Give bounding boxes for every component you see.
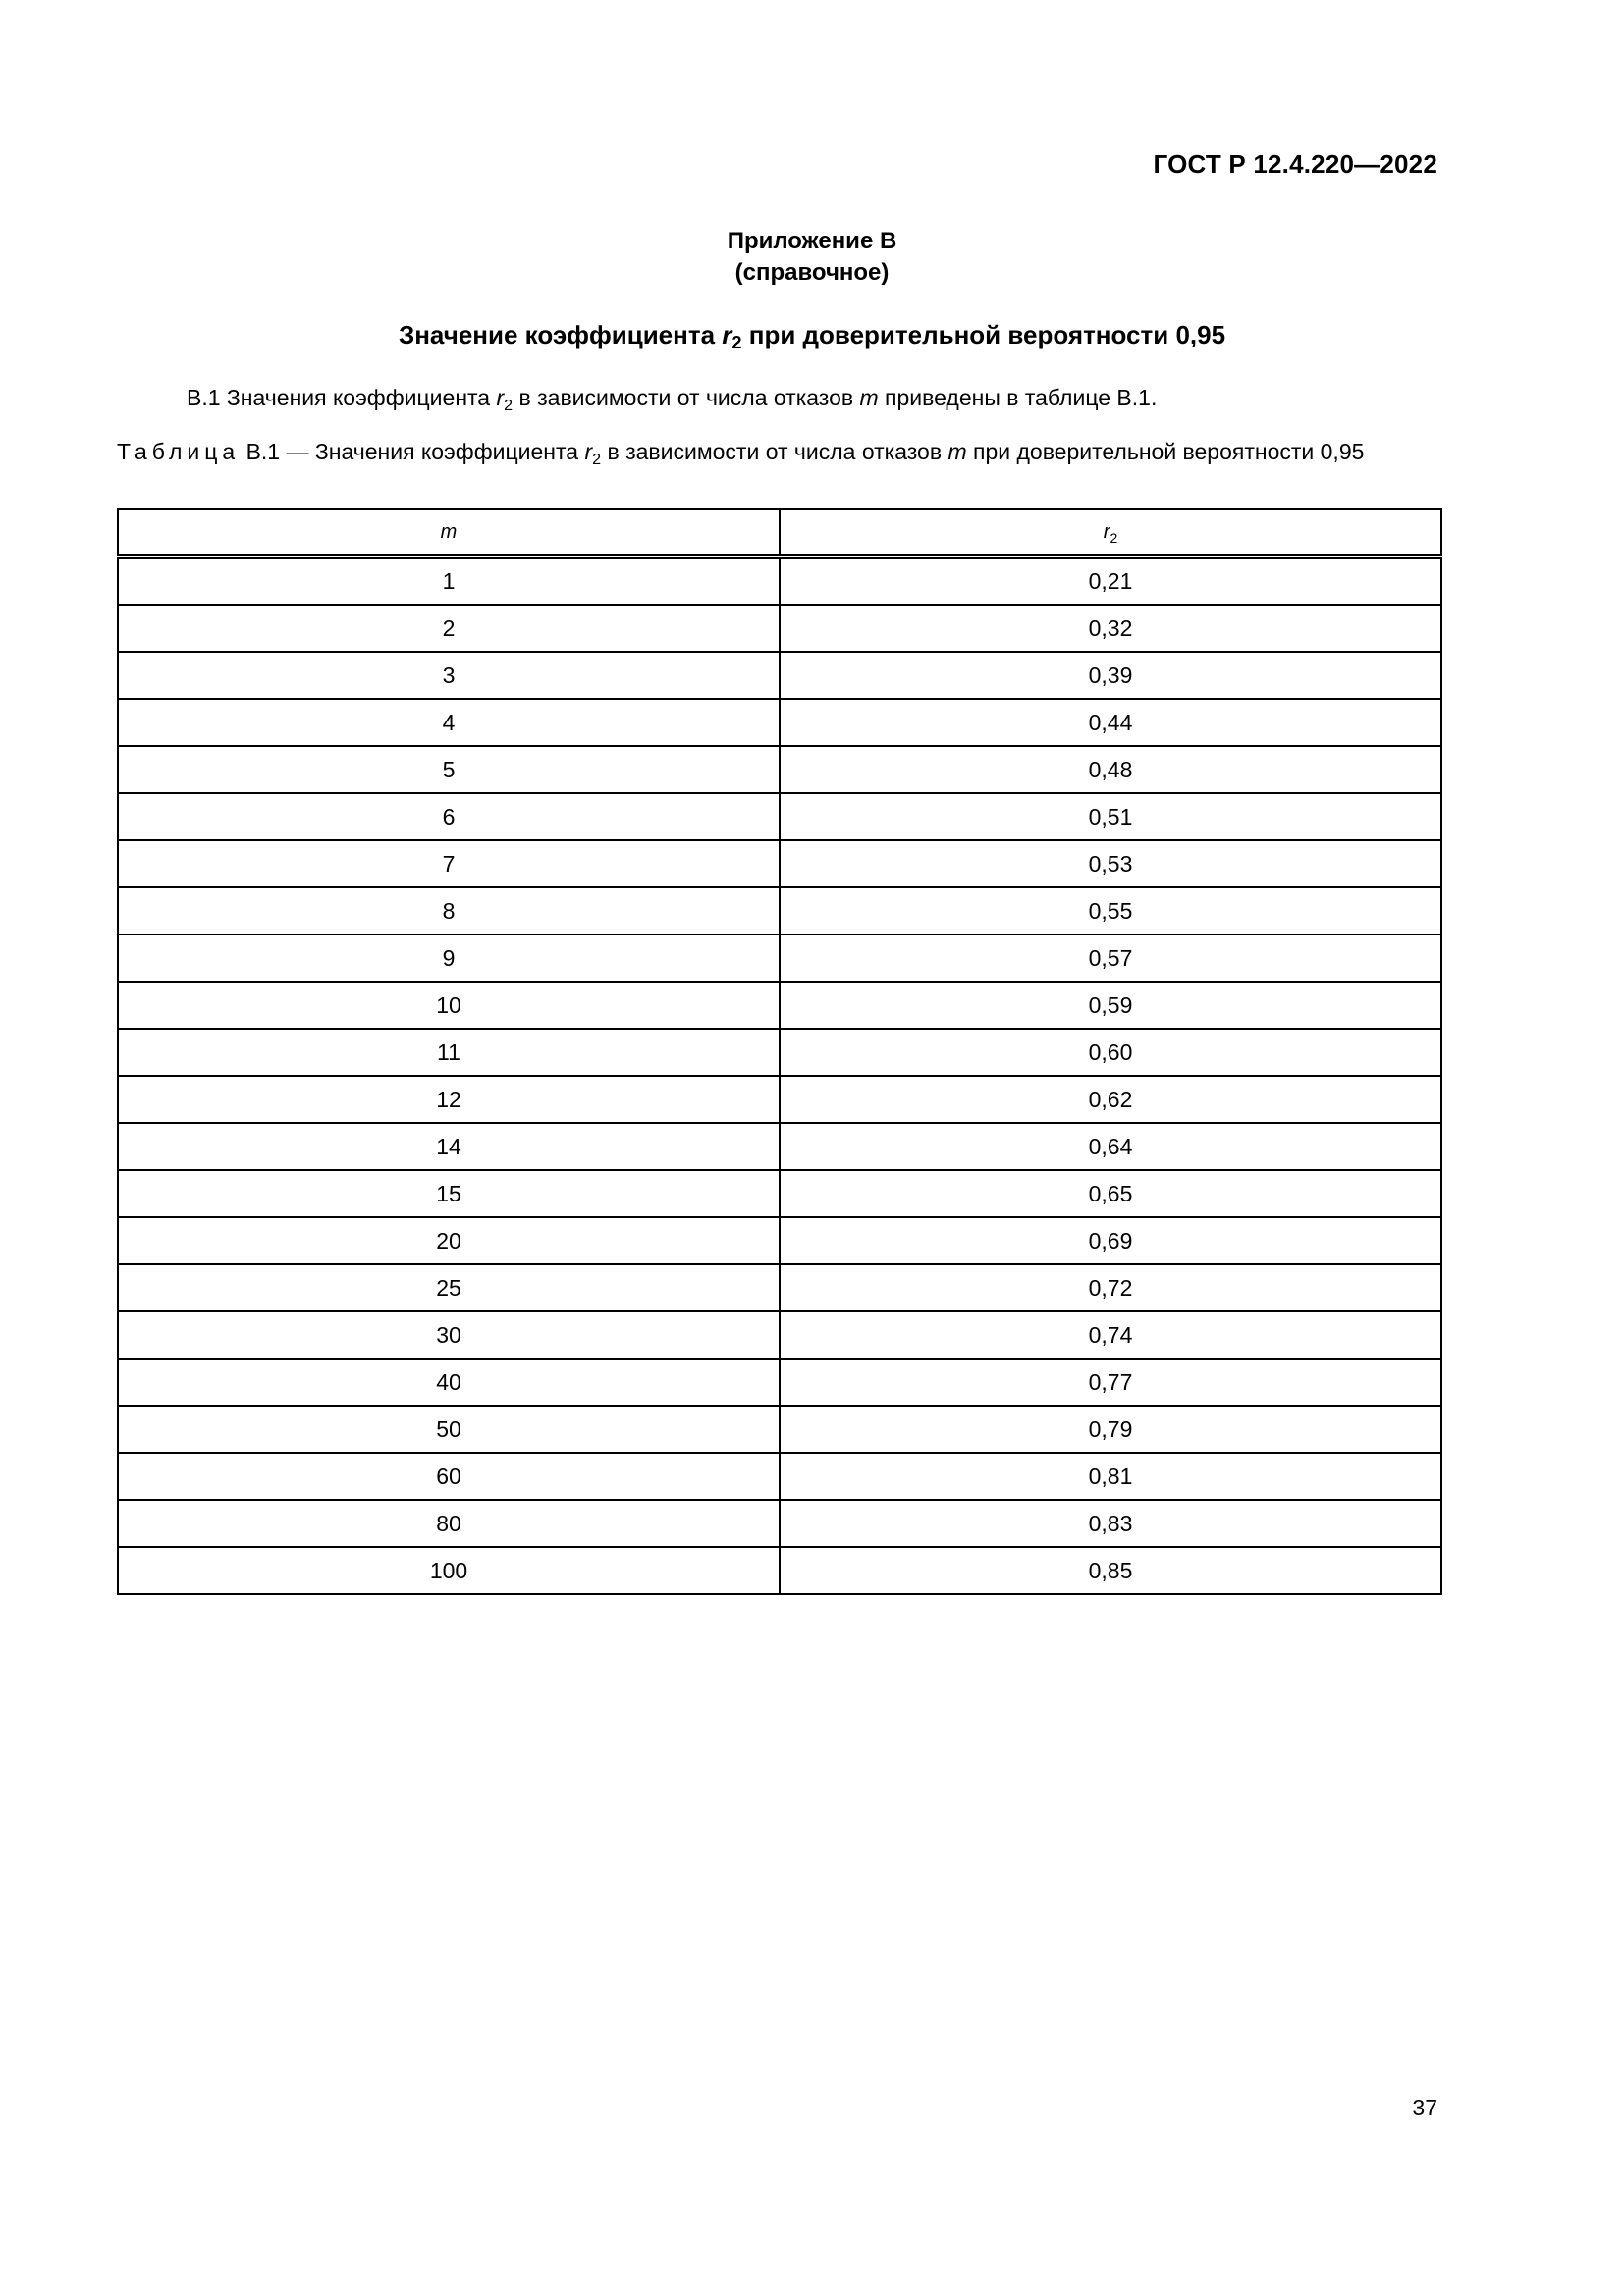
cell-m: 7	[118, 840, 780, 887]
cell-m: 1	[118, 557, 780, 606]
caption-mid: в зависимости от числа отказов	[601, 439, 948, 464]
cell-r2: 0,32	[780, 605, 1441, 652]
cell-r2: 0,83	[780, 1500, 1441, 1547]
table-row	[118, 1264, 1441, 1311]
paragraph-symbol: r	[496, 385, 505, 410]
cell-r2: 0,44	[780, 699, 1441, 746]
table-row	[118, 840, 1441, 887]
cell-r2: 0,57	[780, 934, 1441, 982]
cell-r2: 0,62	[780, 1076, 1441, 1123]
section-title-subscript: 2	[731, 333, 742, 352]
caption-pre: В.1 — Значения коэффициента	[240, 439, 585, 464]
caption-var: m	[947, 439, 967, 464]
cell-m: 11	[118, 1029, 780, 1076]
cell-m: 6	[118, 793, 780, 840]
header-m-label: m	[440, 520, 458, 543]
cell-r2: 0,81	[780, 1453, 1441, 1500]
cell-m: 5	[118, 746, 780, 793]
cell-m: 4	[118, 699, 780, 746]
caption-symbol: r	[584, 439, 593, 464]
cell-m: 20	[118, 1217, 780, 1264]
cell-m: 15	[118, 1170, 780, 1217]
cell-m: 12	[118, 1076, 780, 1123]
cell-m: 10	[118, 982, 780, 1029]
cell-m: 8	[118, 887, 780, 934]
cell-m: 40	[118, 1359, 780, 1406]
cell-m: 80	[118, 1500, 780, 1547]
cell-r2: 0,74	[780, 1311, 1441, 1359]
cell-r2: 0,85	[780, 1547, 1441, 1594]
standard-id: ГОСТ Р 12.4.220—2022	[1153, 149, 1437, 179]
table-row	[118, 699, 1441, 746]
paragraph-mid: в зависимости от числа отказов	[513, 385, 860, 410]
table-row	[118, 1170, 1441, 1217]
header-r2	[780, 509, 1441, 557]
cell-r2: 0,69	[780, 1217, 1441, 1264]
section-title-post: при доверительной вероятности 0,95	[741, 320, 1226, 349]
table-row	[118, 1500, 1441, 1547]
cell-r2: 0,60	[780, 1029, 1441, 1076]
header-m	[118, 509, 780, 557]
annex-type: (справочное)	[734, 259, 890, 286]
table-row	[118, 1123, 1441, 1170]
header-r2-symbol: r	[1103, 520, 1110, 543]
table-row	[118, 793, 1441, 840]
table-row	[118, 1217, 1441, 1264]
table-row	[118, 934, 1441, 982]
cell-r2: 0,59	[780, 982, 1441, 1029]
cell-m: 3	[118, 652, 780, 699]
table-row	[118, 1406, 1441, 1453]
paragraph-pre: В.1 Значения коэффициента	[187, 385, 497, 410]
cell-m: 100	[118, 1547, 780, 1594]
cell-r2: 0,55	[780, 887, 1441, 934]
cell-r2: 0,21	[780, 557, 1441, 606]
cell-r2: 0,51	[780, 793, 1441, 840]
table-row	[118, 557, 1441, 606]
paragraph-subscript: 2	[504, 397, 514, 414]
table-row	[118, 746, 1441, 793]
cell-r2: 0,79	[780, 1406, 1441, 1453]
cell-r2: 0,48	[780, 746, 1441, 793]
paragraph-post: приведены в таблице В.1.	[878, 385, 1158, 410]
table-row	[118, 1029, 1441, 1076]
paragraph-var: m	[859, 385, 879, 410]
caption-subscript: 2	[592, 451, 602, 468]
cell-r2: 0,64	[780, 1123, 1441, 1170]
cell-r2: 0,53	[780, 840, 1441, 887]
cell-m: 25	[118, 1264, 780, 1311]
cell-m: 2	[118, 605, 780, 652]
cell-m: 60	[118, 1453, 780, 1500]
section-title-pre: Значение коэффициента	[398, 320, 723, 349]
cell-r2: 0,65	[780, 1170, 1441, 1217]
coefficient-table	[117, 508, 1442, 1595]
cell-m: 30	[118, 1311, 780, 1359]
cell-m: 50	[118, 1406, 780, 1453]
table-row	[118, 982, 1441, 1029]
table-row	[118, 605, 1441, 652]
paragraph-b1	[187, 385, 1158, 414]
page-number: 37	[1412, 2095, 1437, 2120]
cell-r2: 0,72	[780, 1264, 1441, 1311]
table-row	[118, 887, 1441, 934]
section-title-symbol: r	[722, 320, 732, 349]
section-title	[0, 320, 1624, 350]
table-row	[118, 1547, 1441, 1594]
table-row	[118, 1359, 1441, 1406]
table-caption	[117, 438, 1442, 468]
caption-post: при доверительной вероятности 0,95	[966, 439, 1365, 464]
cell-m: 14	[118, 1123, 780, 1170]
table-row	[118, 652, 1441, 699]
header-r2-sub: 2	[1110, 529, 1118, 546]
table-row	[118, 1076, 1441, 1123]
caption-label: Таблица	[117, 439, 241, 464]
annex-title: Приложение В	[727, 228, 897, 254]
cell-r2: 0,39	[780, 652, 1441, 699]
cell-r2: 0,77	[780, 1359, 1441, 1406]
cell-m: 9	[118, 934, 780, 982]
table-header-row	[118, 509, 1441, 557]
table-row	[118, 1311, 1441, 1359]
table-row	[118, 1453, 1441, 1500]
